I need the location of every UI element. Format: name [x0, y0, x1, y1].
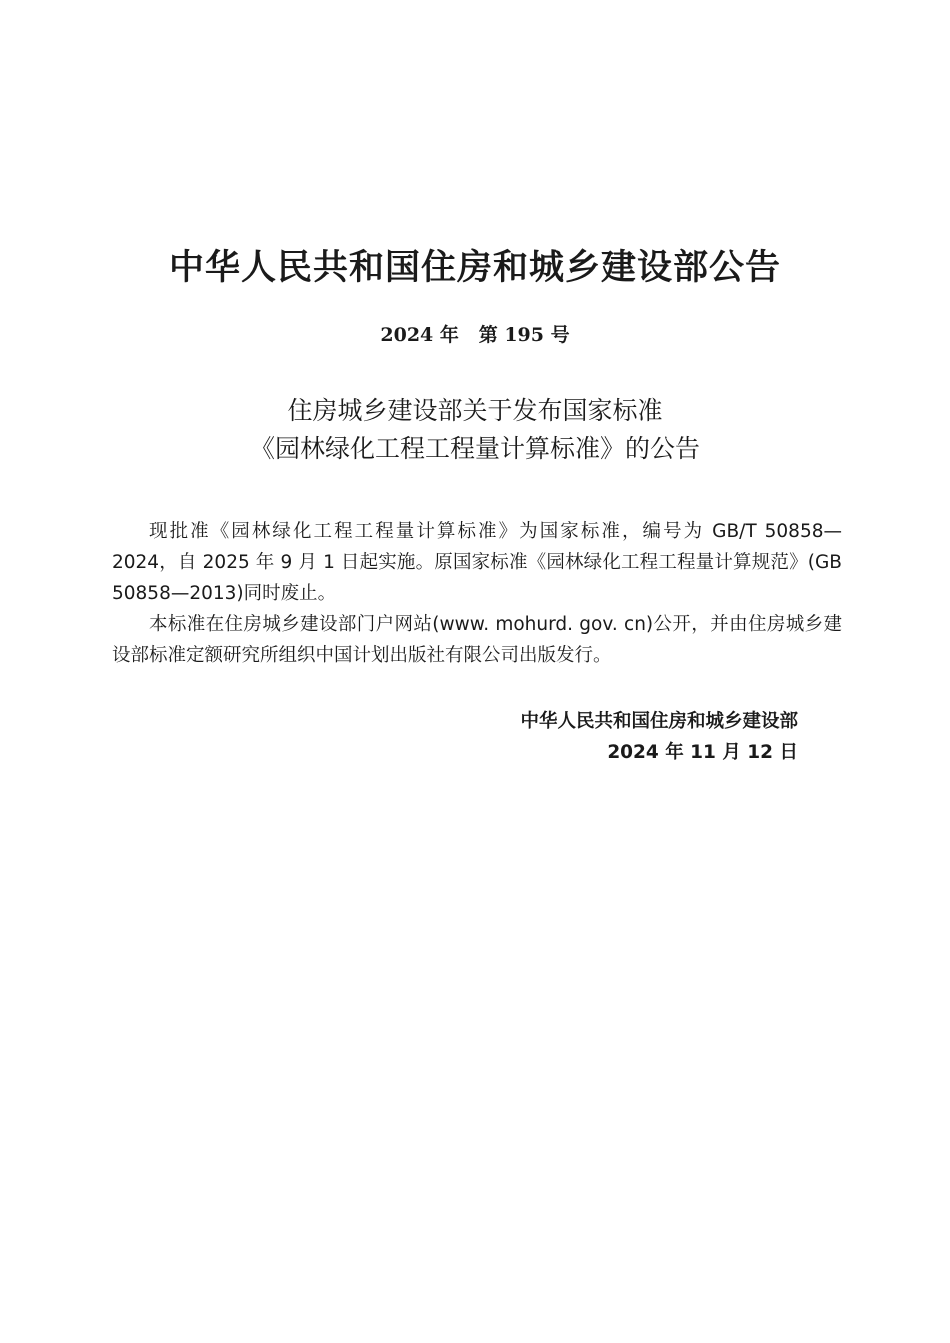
notice-title-line-1: 住房城乡建设部关于发布国家标准 [287, 396, 663, 425]
signature-block [520, 706, 798, 768]
issuer-name: 中华人民共和国住房和城乡建设部 [520, 711, 798, 732]
notice-title [0, 392, 950, 468]
issue-number: 2024 年 第 195 号 [380, 324, 570, 346]
notice-body [112, 516, 842, 671]
page-title: 中华人民共和国住房和城乡建设部公告 [168, 248, 781, 288]
notice-title-line-2: 《园林绿化工程工程量计算标准》的公告 [249, 434, 700, 463]
issue-date: 2024 年 11 月 12 日 [607, 742, 798, 763]
body-paragraph-2: 本标准在住房城乡建设部门户网站(www. mohurd. gov. cn)公开，并由住房城乡建设部标准定额研究所组织中国计划出版社有限公司出版发行。 [112, 614, 842, 666]
body-paragraph-1: 现批准《园林绿化工程工程量计算标准》为国家标准，编号为 GB/T 50858—2024，自 2025 年 9 月 1 日起实施。原国家标准《园林绿化工程工程量计算规范》(GB 50858—2013)同时废止。 [112, 521, 842, 604]
